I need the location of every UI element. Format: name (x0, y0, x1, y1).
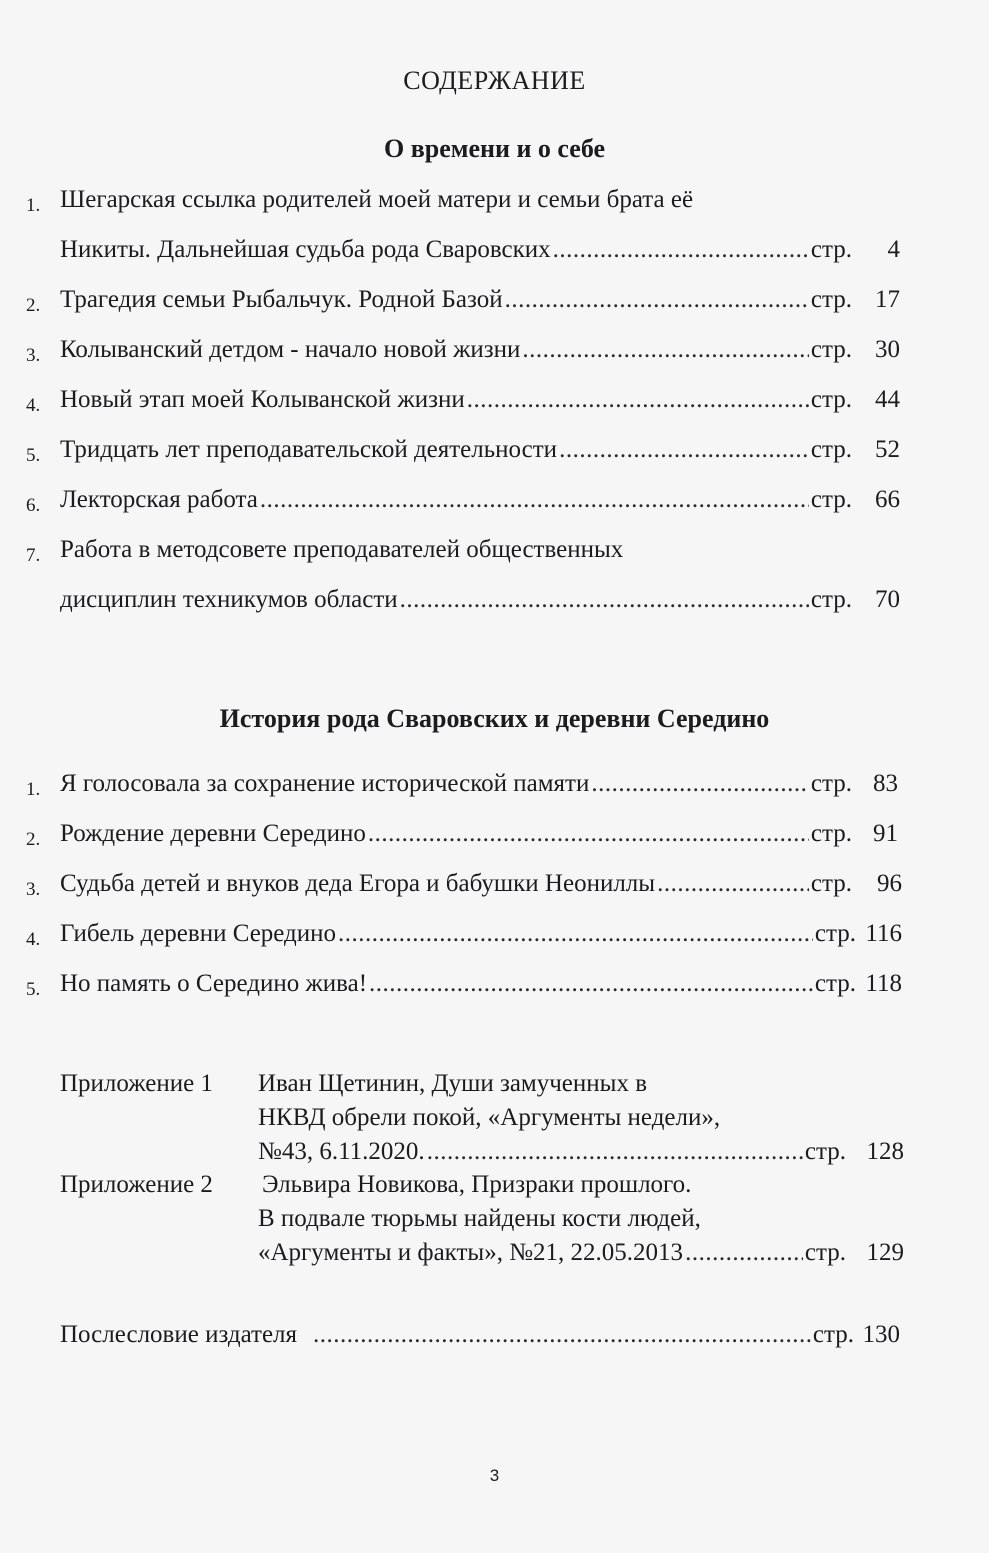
leader-dots (591, 770, 809, 798)
afterword-entry (60, 1321, 900, 1349)
appendix-text-line: Эльвира Новикова, Призраки прошлого. (262, 1171, 692, 1198)
leader-dots (427, 1138, 803, 1166)
page-ref: 66 (875, 486, 900, 513)
appendix-entry (258, 1138, 904, 1166)
leader-dots (559, 436, 809, 464)
page-ref: 44 (875, 386, 900, 413)
page-abbrev: стр. (810, 386, 852, 413)
toc-entry-title: Лекторская работа (60, 486, 258, 513)
toc-item-number: 3. (26, 345, 41, 366)
toc-entry (60, 586, 900, 614)
page-abbrev: стр. (810, 236, 852, 263)
toc-entry (60, 336, 900, 364)
toc-item-text-line: Работа в методсовете преподавателей общественных (60, 536, 624, 563)
page-abbrev: стр. (810, 586, 852, 613)
page-ref: 52 (875, 436, 900, 463)
page-abbrev: стр. (804, 1239, 846, 1266)
page-ref: 116 (865, 920, 902, 947)
leader-dots (467, 386, 809, 414)
toc-entry (60, 436, 900, 464)
leader-dots (260, 486, 809, 514)
toc-entry (60, 286, 900, 314)
toc-entry (60, 236, 900, 264)
page-abbrev: стр. (814, 920, 856, 947)
page-abbrev: стр. (810, 486, 852, 513)
leader-dots (400, 586, 809, 614)
toc-entry-title: Гибель деревни Середино (60, 920, 337, 947)
toc-item-number: 3. (26, 879, 41, 900)
toc-item-number: 4. (26, 395, 41, 416)
page-ref: 17 (875, 286, 900, 313)
section-heading-seredino-history: История рода Сваровских и деревни Середино (219, 704, 770, 733)
toc-entry-title: Судьба детей и внуков деда Егора и бабушки Неониллы (60, 870, 656, 897)
page-abbrev: стр. (804, 1138, 846, 1165)
appendix-text-line: Иван Щетинин, Души замученных в (258, 1070, 648, 1097)
toc-entry-title: Рождение деревни Середино (60, 820, 366, 847)
toc-item-number: 4. (26, 929, 41, 950)
page-ref: 4 (887, 236, 900, 263)
toc-item-number: 2. (26, 829, 41, 850)
toc-entry (60, 870, 902, 898)
page-abbrev: стр. (810, 770, 852, 797)
toc-entry (60, 770, 898, 798)
toc-entry (60, 820, 898, 848)
page-ref: 30 (875, 336, 900, 363)
toc-entry-title: Колыванский детдом - начало новой жизни (60, 336, 521, 363)
toc-entry-title: Трагедия семьи Рыбальчук. Родной Базой (60, 286, 503, 313)
toc-item-number: 5. (26, 979, 41, 1000)
section-heading-about-time: О времени и о себе (383, 134, 606, 163)
leader-dots (313, 1321, 811, 1349)
page-number: 3 (489, 1466, 500, 1485)
appendix-source: №43, 6.11.2020. (258, 1138, 425, 1165)
toc-entry-title: дисциплин техникумов области (60, 586, 398, 613)
toc-entry-title: Я голосовала за сохранение исторической памяти (60, 770, 590, 797)
page-abbrev: стр. (812, 1321, 854, 1348)
leader-dots (369, 970, 813, 998)
toc-item-number: 1. (26, 195, 41, 216)
toc-entry (60, 386, 900, 414)
appendix-text-line: В подвале тюрьмы найдены кости людей, (258, 1205, 701, 1232)
afterword-title: Послесловие издателя (60, 1321, 298, 1348)
toc-entry (60, 920, 902, 948)
leader-dots (553, 236, 809, 264)
leader-dots (657, 870, 809, 898)
appendix-label: Приложение 2 (60, 1171, 213, 1198)
contents-title: СОДЕРЖАНИЕ (403, 66, 586, 95)
page-ref: 83 (873, 770, 898, 797)
page-ref: 128 (866, 1138, 904, 1165)
toc-entry-title: Новый этап моей Колыванской жизни (60, 386, 465, 413)
appendix-entry (258, 1239, 904, 1267)
page-abbrev: стр. (810, 286, 852, 313)
toc-item-number: 1. (26, 779, 41, 800)
leader-dots (685, 1239, 803, 1267)
appendix-label: Приложение 1 (60, 1070, 213, 1097)
leader-dots (505, 286, 809, 314)
leader-dots (338, 920, 813, 948)
leader-dots (522, 336, 809, 364)
page-ref: 96 (877, 870, 902, 897)
toc-item-number: 6. (26, 495, 41, 516)
leader-dots (368, 820, 809, 848)
page-abbrev: стр. (810, 820, 852, 847)
toc-entry-title: Но память о Середино жива! (60, 970, 368, 997)
toc-entry (60, 486, 900, 514)
page-abbrev: стр. (810, 436, 852, 463)
toc-item-number: 5. (26, 445, 41, 466)
toc-entry (60, 970, 902, 998)
page-ref: 70 (875, 586, 900, 613)
toc-item-number: 2. (26, 295, 41, 316)
toc-item-text-line: Шегарская ссылка родителей моей матери и семьи брата её (60, 186, 694, 213)
appendix-source: «Аргументы и факты», №21, 22.05.2013 (258, 1239, 684, 1266)
toc-entry-title: Никиты. Дальнейшая судьба рода Сваровских (60, 236, 551, 263)
appendix-text-line: НКВД обрели покой, «Аргументы недели», (258, 1104, 721, 1131)
page-ref: 130 (862, 1321, 900, 1348)
page-ref: 129 (866, 1239, 904, 1266)
toc-entry-title: Тридцать лет преподавательской деятельности (60, 436, 558, 463)
page-ref: 118 (865, 970, 902, 997)
toc-item-number: 7. (26, 545, 41, 566)
page-ref: 91 (873, 820, 898, 847)
page-abbrev: стр. (814, 970, 856, 997)
page-abbrev: стр. (810, 336, 852, 363)
page-abbrev: стр. (810, 870, 852, 897)
